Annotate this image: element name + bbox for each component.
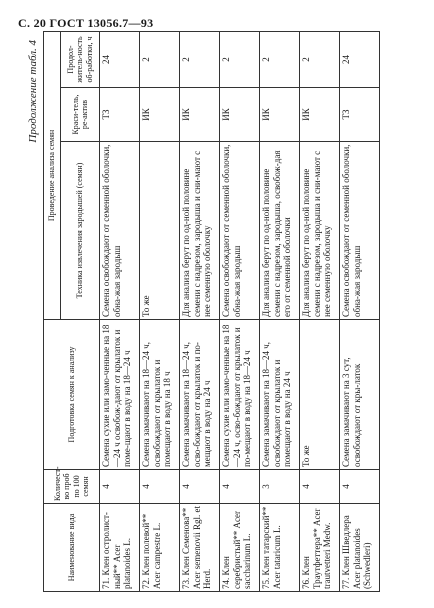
technique-text: Для анализа берут по од-ной половине семени с надрезом, зародыша и сни-мают с нее семенную оболочку (180, 142, 220, 320)
sample-count: 4 (180, 470, 220, 504)
table-row (220, 31, 260, 591)
col-technique-header: Техника извлечения зародышей (семян) (61, 142, 100, 320)
technique-text: Семена освобождают от семенной оболочки, обна-жая зародыш (340, 142, 380, 320)
table-row (260, 31, 300, 591)
preparation-text: Семена замачивают на 18—24 ч, осво-бождают от крылаток и по-мещают в воду на 24 ч (180, 320, 220, 470)
col-reagent-header: Краси-тель, ре-актив (61, 88, 100, 142)
reagent-code: ТЗ (340, 88, 380, 142)
reagent-code: ИК (300, 88, 340, 142)
species-name: 72. Клен полевой** Acer campestre L. (140, 504, 180, 592)
rotated-table-region (27, 32, 407, 592)
col-count-header: Количест-во проб по 100 семян (44, 470, 100, 504)
sample-count: 4 (220, 470, 260, 504)
preparation-text: Семена сухие или замо-ченные на 18—24 ч, осво-бождают от крылаток и по-мещают в воду на 18—24 ч (220, 320, 260, 470)
table-row (100, 31, 140, 591)
col-prep-header: Подготовка семян к анализу (44, 320, 100, 470)
technique-text: Для анализа берут по од-ной половине семени с надрезом, зародыша и сни-мают с нее семенную оболочку (300, 142, 340, 320)
duration-hours: 2 (300, 31, 340, 87)
sample-count: 3 (260, 470, 300, 504)
table-row (180, 31, 220, 591)
sample-count: 4 (140, 470, 180, 504)
reagent-code: ИК (180, 88, 220, 142)
page-header: С. 20 ГОСТ 13056.7—93 (18, 16, 154, 30)
technique-text: Семена освобождают от семенной оболочки, обна-жая зародыш (100, 142, 140, 320)
technique-text: Семена освобождают от семенной оболочки, обна-жая зародыш (220, 142, 260, 320)
reagent-code: ИК (220, 88, 260, 142)
table-row (140, 31, 180, 591)
seed-analysis-table (43, 31, 380, 592)
table-row (340, 31, 380, 591)
technique-text: То же (140, 142, 180, 320)
col-name-header: Наименование вида (44, 504, 100, 592)
duration-hours: 2 (220, 31, 260, 87)
table-caption: Продолжение табл. 4 (27, 40, 39, 143)
header-row (44, 31, 61, 591)
preparation-text: Семена замачивают на 18—24 ч, освобождают от крылаток и помещают в воду на 24 ч (260, 320, 300, 470)
duration-hours: 24 (100, 31, 140, 87)
species-name: 76. Клен Траутфеттера** Acer trautvetteri Medw. (300, 504, 340, 592)
species-name: 73. Клен Семенова** Acer semenovii Rgl. et Herd. (180, 504, 220, 592)
sample-count: 4 (100, 470, 140, 504)
preparation-text: То же (300, 320, 340, 470)
duration-hours: 24 (340, 31, 380, 87)
reagent-code: ИК (260, 88, 300, 142)
col-duration-header: Продол-житель-ность об-работки, ч (61, 31, 100, 87)
duration-hours: 2 (180, 31, 220, 87)
sample-count: 4 (300, 470, 340, 504)
technique-text: Для анализа берут по од-ной половине семени с надрезом, зародыша, освобож-дая его от семенной оболочки (260, 142, 300, 320)
preparation-text: Семена замачивают на 18—24 ч, освобождают от крылаток и помещают в воду на 18 ч (140, 320, 180, 470)
col-analysis-group-header: Проведение анализа семян (44, 31, 61, 319)
species-name: 71. Клен остролист-ный** Acer platanoides L. (100, 504, 140, 592)
duration-hours: 2 (260, 31, 300, 87)
table-row (300, 31, 340, 591)
preparation-text: Семена сухие или замо-ченные на 18—24 ч освобож-дают от крылаток и поме-щают в воду на 18—24 ч (100, 320, 140, 470)
sample-count: 4 (340, 470, 380, 504)
species-name: 77. Клен Шведлера Acer platanoides (Schwedleri) (340, 504, 380, 592)
reagent-code: ТЗ (100, 88, 140, 142)
preparation-text: Семена замачивают на 3 сут, освобождают от кры-латок (340, 320, 380, 470)
species-name: 75. Клен татарский** Acer tataricum L. (260, 504, 300, 592)
reagent-code: ИК (140, 88, 180, 142)
species-name: 74. Клен серебристый** Acer saccharinum L. (220, 504, 260, 592)
duration-hours: 2 (140, 31, 180, 87)
